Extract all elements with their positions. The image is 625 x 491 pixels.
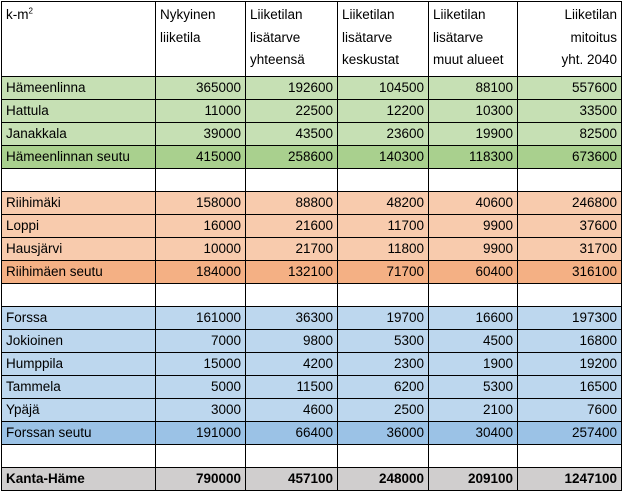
cell-value: 60400 [429, 261, 518, 284]
spacer-row [2, 169, 622, 192]
table-row [2, 399, 622, 422]
cell-value: 43500 [246, 123, 338, 146]
cell-value: 66400 [246, 422, 338, 445]
cell-value: 246800 [518, 192, 622, 215]
cell-value: 21700 [246, 238, 338, 261]
subtotal-row [2, 261, 622, 284]
cell-value: 37600 [518, 215, 622, 238]
cell-value: 5000 [156, 376, 246, 399]
header-additional-total: Liiketilan lisätarve yhteensä [246, 2, 338, 77]
cell-value: 209100 [429, 468, 518, 491]
cell-value: 161000 [156, 307, 246, 330]
cell-value: 39000 [156, 123, 246, 146]
cell-value: 316100 [518, 261, 622, 284]
cell-value: 22500 [246, 100, 338, 123]
spacer-row [2, 284, 622, 307]
cell-value: 15000 [156, 353, 246, 376]
cell-value: 4200 [246, 353, 338, 376]
header-additional-other: Liiketilan lisätarve muut alueet [429, 2, 518, 77]
row-name: Loppi [2, 215, 156, 238]
table-row [2, 330, 622, 353]
header-dimensioning-2040: Liiketilan mitoitus yht. 2040 [518, 2, 622, 77]
cell-value: 9900 [429, 238, 518, 261]
cell-value: 10300 [429, 100, 518, 123]
cell-value: 10000 [156, 238, 246, 261]
cell-value: 19200 [518, 353, 622, 376]
cell-value: 5300 [429, 376, 518, 399]
cell-value: 48200 [338, 192, 429, 215]
table-row [2, 100, 622, 123]
header-current-space: Nykyinen liiketila [156, 2, 246, 77]
row-name: Hämeenlinnan seutu [2, 146, 156, 169]
cell-value: 7600 [518, 399, 622, 422]
table-row [2, 123, 622, 146]
cell-value: 258600 [246, 146, 338, 169]
cell-value: 30400 [429, 422, 518, 445]
row-name: Hausjärvi [2, 238, 156, 261]
cell-value: 33500 [518, 100, 622, 123]
cell-value: 9800 [246, 330, 338, 353]
row-name: Riihimäki [2, 192, 156, 215]
cell-value: 132100 [246, 261, 338, 284]
cell-value: 4600 [246, 399, 338, 422]
cell-value: 16800 [518, 330, 622, 353]
header-row [2, 2, 622, 77]
table-row [2, 215, 622, 238]
table-row [2, 376, 622, 399]
row-name: Janakkala [2, 123, 156, 146]
unit-header: $k-m^2$ [2, 2, 156, 77]
cell-value: 21600 [246, 215, 338, 238]
table-row [2, 353, 622, 376]
cell-value: 365000 [156, 77, 246, 100]
cell-value: 36000 [338, 422, 429, 445]
table-row [2, 192, 622, 215]
table-row [2, 307, 622, 330]
cell-value: 11000 [156, 100, 246, 123]
cell-value: 557600 [518, 77, 622, 100]
cell-value: 16600 [429, 307, 518, 330]
cell-value: 2300 [338, 353, 429, 376]
cell-value: 191000 [156, 422, 246, 445]
cell-value: 192600 [246, 77, 338, 100]
cell-value: 158000 [156, 192, 246, 215]
cell-value: 415000 [156, 146, 246, 169]
cell-value: 11700 [338, 215, 429, 238]
row-name: Hämeenlinna [2, 77, 156, 100]
row-name: Tammela [2, 376, 156, 399]
cell-value: 7000 [156, 330, 246, 353]
cell-value: 31700 [518, 238, 622, 261]
cell-value: 6200 [338, 376, 429, 399]
cell-value: 790000 [156, 468, 246, 491]
cell-value: 118300 [429, 146, 518, 169]
row-name: Hattula [2, 100, 156, 123]
cell-value: 23600 [338, 123, 429, 146]
cell-value: 3000 [156, 399, 246, 422]
cell-value: 16000 [156, 215, 246, 238]
cell-value: 1900 [429, 353, 518, 376]
row-name: Ypäjä [2, 399, 156, 422]
cell-value: 257400 [518, 422, 622, 445]
cell-value: 40600 [429, 192, 518, 215]
subtotal-row [2, 146, 622, 169]
cell-value: 457100 [246, 468, 338, 491]
cell-value: 5300 [338, 330, 429, 353]
cell-value: 82500 [518, 123, 622, 146]
cell-value: 16500 [518, 376, 622, 399]
cell-value: 184000 [156, 261, 246, 284]
cell-value: 11800 [338, 238, 429, 261]
row-name: Forssa [2, 307, 156, 330]
cell-value: 11500 [246, 376, 338, 399]
cell-value: 36300 [246, 307, 338, 330]
cell-value: 197300 [518, 307, 622, 330]
table-row [2, 238, 622, 261]
cell-value: 88800 [246, 192, 338, 215]
table-row [2, 77, 622, 100]
cell-value: 248000 [338, 468, 429, 491]
cell-value: 673600 [518, 146, 622, 169]
row-name: Kanta-Häme [2, 468, 156, 491]
cell-value: 71700 [338, 261, 429, 284]
row-name: Humppila [2, 353, 156, 376]
row-name: Riihimäen seutu [2, 261, 156, 284]
cell-value: 19700 [338, 307, 429, 330]
cell-value: 1247100 [518, 468, 622, 491]
cell-value: 2500 [338, 399, 429, 422]
total-row [2, 468, 622, 491]
cell-value: 19900 [429, 123, 518, 146]
row-name: Forssan seutu [2, 422, 156, 445]
cell-value: 12200 [338, 100, 429, 123]
cell-value: 104500 [338, 77, 429, 100]
row-name: Jokioinen [2, 330, 156, 353]
header-additional-centers: Liiketilan lisätarve keskustat [338, 2, 429, 77]
cell-value: 9900 [429, 215, 518, 238]
cell-value: 140300 [338, 146, 429, 169]
cell-value: 4500 [429, 330, 518, 353]
spacer-row [2, 445, 622, 468]
cell-value: 2100 [429, 399, 518, 422]
cell-value: 88100 [429, 77, 518, 100]
subtotal-row [2, 422, 622, 445]
retail-space-table [1, 1, 622, 491]
